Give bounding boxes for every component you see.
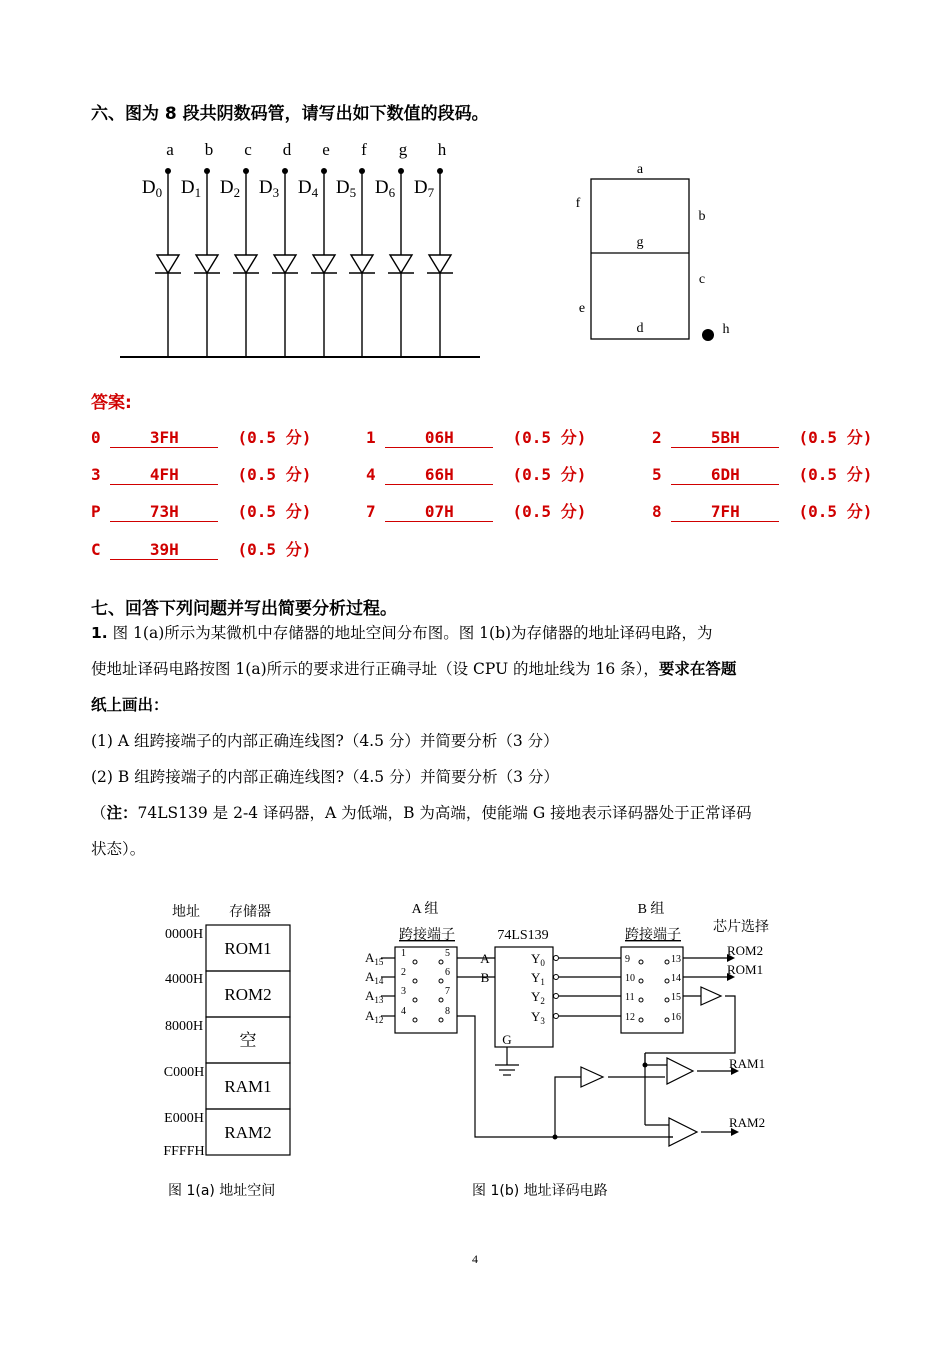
answer-item <box>91 537 311 560</box>
segment-frame <box>591 179 689 339</box>
answer-score: (0.5 分) <box>218 428 312 447</box>
answer-score: (0.5 分) <box>493 502 587 521</box>
answer-code: 73H <box>110 503 218 522</box>
pin-label-b: b <box>204 140 214 159</box>
q7-para-a: 图 1(a)所示为某微机中存储器的地址空间分布图。图 1(b)为存储器的地址译码电路，为 <box>112 624 713 642</box>
diode-symbol <box>235 255 257 273</box>
answer-digit: 7 <box>366 502 386 521</box>
pin-label-d: d <box>282 140 292 159</box>
answer-digit: 1 <box>366 428 386 447</box>
answer-score: (0.5 分) <box>218 540 312 559</box>
answer-item <box>652 499 872 522</box>
answer-digit: C <box>91 540 111 559</box>
diode-label-5: $D_5$ <box>335 177 357 200</box>
answer-digit: 3 <box>91 465 111 484</box>
answer-digit: 5 <box>652 465 672 484</box>
output-rom1-label: ROM1 <box>727 962 764 977</box>
answer-code: 6DH <box>671 466 779 485</box>
answer-score: (0.5 分) <box>779 502 873 521</box>
answer-code: 07H <box>385 503 493 522</box>
diode-label-3: $D_3$ <box>258 177 280 200</box>
segment-d-label: d <box>636 321 644 336</box>
diode-symbol <box>157 255 179 273</box>
diode-label-1: $D_1$ <box>180 177 202 200</box>
pin-number: 8 <box>445 1006 450 1017</box>
address-label: E000H <box>164 1111 204 1126</box>
q7-para-b: 使地址译码电路按图 1(a)所示的要求进行正确寻址（设 CPU 的地址线为 16 条）， <box>91 660 659 678</box>
pin-number: 3 <box>401 986 406 997</box>
col-addr-label: 地址 <box>172 905 200 920</box>
diode-label-0: $D_0$ <box>141 177 163 200</box>
answer-score: (0.5 分) <box>779 428 873 447</box>
group-b-label: B 组 <box>637 902 665 917</box>
pin-number: 10 <box>625 973 635 984</box>
q7-title: 七、回答下列问题并写出简要分析过程。 <box>91 599 397 619</box>
diode-symbol <box>351 255 373 273</box>
input-label: $A_{12}$ <box>365 1008 384 1025</box>
pin-labels <box>365 948 681 1026</box>
q7-note-line1 <box>91 795 881 831</box>
mem-block-label: 空 <box>239 1031 257 1050</box>
q7-note-b: 状态）。 <box>91 840 146 858</box>
chip-label: 74LS139 <box>497 928 549 943</box>
answer-item <box>91 425 311 448</box>
answer-code: 4FH <box>110 466 218 485</box>
answer-code: 5BH <box>671 429 779 448</box>
pin-number: 16 <box>671 1012 681 1023</box>
address-label: 4000H <box>164 972 204 987</box>
q6-title: 六、图为 8 段共阴数码管，请写出如下数值的段码。 <box>91 104 489 124</box>
answer-score: (0.5 分) <box>779 465 873 484</box>
answer-item <box>366 462 586 485</box>
diode-symbol <box>274 255 296 273</box>
segment-b-label: b <box>698 209 706 224</box>
diode-symbol <box>196 255 218 273</box>
answer-label: 答案: <box>91 393 132 413</box>
pin-number: 1 <box>401 948 406 959</box>
jumper-a-label: 跨接端子 <box>399 928 455 943</box>
pin-number: 13 <box>671 954 681 965</box>
answer-score: (0.5 分) <box>493 465 587 484</box>
memory-blocks <box>163 925 290 1159</box>
pin-number: 11 <box>625 992 635 1003</box>
answer-code: 7FH <box>671 503 779 522</box>
q7-para-c-bold: 纸上画出： <box>91 696 169 714</box>
chip-out-label: $Y_1$ <box>531 970 545 987</box>
page-number: 4 <box>472 1252 478 1266</box>
answer-item <box>91 462 311 485</box>
mem-block-label: RAM1 <box>224 1077 272 1096</box>
answer-score: (0.5 分) <box>218 465 312 484</box>
answer-digit: 8 <box>652 502 672 521</box>
pin-number: 9 <box>625 954 630 965</box>
answer-code: 3FH <box>110 429 218 448</box>
jumper-b-label: 跨接端子 <box>625 928 681 943</box>
q7-note-bold: 注： <box>106 804 138 822</box>
chip-in-b-label: B <box>480 970 490 985</box>
q7-subquestion-1: (1) A 组跨接端子的内部正确连线图?（4.5 分）并简要分析（3 分） <box>91 732 559 750</box>
address-label: C000H <box>163 1065 205 1080</box>
q7-item-number: 1. <box>91 624 108 642</box>
answer-item <box>91 499 311 522</box>
q7-body <box>91 615 881 867</box>
q7-para-b-bold: 要求在答题 <box>658 660 737 678</box>
seven-segment-diagram <box>560 155 760 355</box>
answer-code: 66H <box>385 466 493 485</box>
group-a-label: A 组 <box>411 902 439 917</box>
address-label: FFFFH <box>163 1144 205 1159</box>
answer-item <box>366 425 586 448</box>
address-label: 0000H <box>164 927 204 942</box>
diode-array-diagram <box>110 135 490 365</box>
address-label: 8000H <box>164 1019 204 1034</box>
q7-subquestion-2: (2) B 组跨接端子的内部正确连线图?（4.5 分）并简要分析（3 分） <box>91 768 559 786</box>
answer-digit: P <box>91 502 111 521</box>
answer-score: (0.5 分) <box>218 502 312 521</box>
fig-b-caption: 图 1(b) 地址译码电路 <box>472 1183 608 1199</box>
chip-out-label: $Y_3$ <box>531 1009 545 1026</box>
input-label: $A_{15}$ <box>365 950 384 967</box>
chip-in-a-label: A <box>480 951 490 966</box>
pin-number: 6 <box>445 967 450 978</box>
q7-para-line2 <box>91 651 881 687</box>
answer-digit: 0 <box>91 428 111 447</box>
answer-digit: 2 <box>652 428 672 447</box>
pin-number: 15 <box>671 992 681 1003</box>
decode-circuit-diagram <box>355 895 815 1155</box>
chip-out-label: $Y_2$ <box>531 989 545 1006</box>
diode-label-6: $D_6$ <box>374 177 396 200</box>
fig-a-caption: 图 1(a) 地址空间 <box>168 1183 276 1199</box>
answer-item <box>366 499 586 522</box>
address-space-diagram <box>150 895 330 1175</box>
segment-c-label: c <box>698 272 706 287</box>
segment-g-label: g <box>636 235 644 250</box>
pin-label-e: e <box>322 140 330 159</box>
pin-number: 5 <box>445 948 450 959</box>
diode-symbol <box>390 255 412 273</box>
col-mem-label: 存储器 <box>229 905 271 920</box>
segment-h-label: h <box>722 322 730 337</box>
diode-label-4: $D_4$ <box>297 177 319 200</box>
answer-code: 39H <box>110 541 218 560</box>
answer-item <box>652 425 872 448</box>
diode-symbol <box>429 255 451 273</box>
segment-a-label: a <box>636 162 644 177</box>
pin-number: 4 <box>401 1006 406 1017</box>
output-ram2-label: RAM2 <box>729 1115 766 1130</box>
answer-score: (0.5 分) <box>493 428 587 447</box>
input-label: $A_{13}$ <box>365 988 384 1005</box>
pin-label-c: c <box>244 140 252 159</box>
pin-number: 14 <box>671 973 681 984</box>
chip-select-label: 芯片选择 <box>713 920 769 935</box>
output-ram1-label: RAM1 <box>729 1056 766 1071</box>
q7-note-open: （ <box>91 804 107 822</box>
diode-group <box>142 140 453 357</box>
pin-label-f: f <box>361 140 367 159</box>
diode-symbol <box>313 255 335 273</box>
segment-h-dot <box>702 329 714 341</box>
output-rom2-label: ROM2 <box>727 943 764 958</box>
q7-note-a: 74LS139 是 2-4 译码器，A 为低端，B 为高端，使能端 G 接地表示译码器处于正常译码 <box>137 804 752 822</box>
pin-number: 7 <box>445 986 450 997</box>
pin-label-g: g <box>398 140 408 159</box>
mem-block-label: ROM1 <box>224 939 272 958</box>
diode-label-7: $D_7$ <box>413 177 435 200</box>
enable-label: G <box>502 1032 512 1047</box>
q7-para-line1 <box>91 615 881 651</box>
answer-digit: 4 <box>366 465 386 484</box>
pin-label-h: h <box>437 140 447 159</box>
answer-code: 06H <box>385 429 493 448</box>
chip-out-label: $Y_0$ <box>531 951 545 968</box>
answer-item <box>652 462 872 485</box>
pin-number: 12 <box>625 1012 635 1023</box>
pin-label-a: a <box>166 140 174 159</box>
segment-f-label: f <box>575 196 581 211</box>
input-label: $A_{14}$ <box>365 969 384 986</box>
segment-e-label: e <box>578 301 586 316</box>
diode-label-2: $D_2$ <box>219 177 241 200</box>
pin-number: 2 <box>401 967 406 978</box>
mem-block-label: RAM2 <box>224 1123 272 1142</box>
mem-block-label: ROM2 <box>224 985 272 1004</box>
